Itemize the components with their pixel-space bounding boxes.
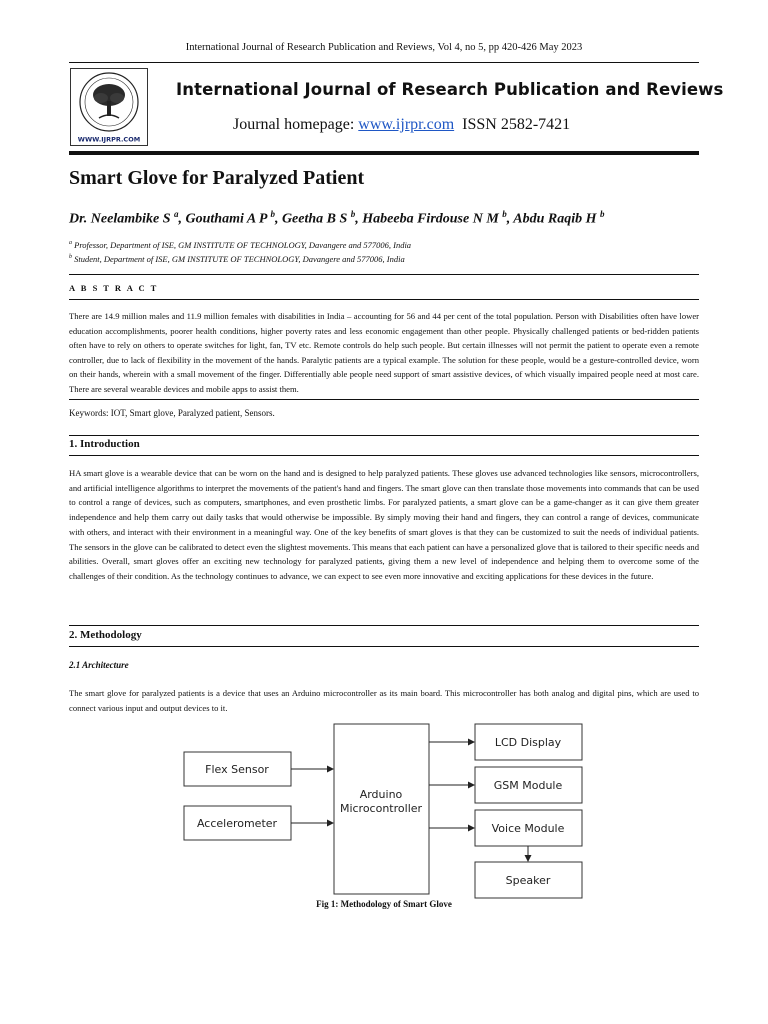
gsm-module-label: GSM Module: [493, 779, 563, 792]
journal-homepage-line: [233, 116, 570, 134]
homepage-link[interactable]: www.ijrpr.com: [358, 116, 455, 133]
architecture-diagram: [170, 718, 600, 900]
author: Geetha B S: [281, 211, 348, 227]
affiliation: $^b$ Student, Department of ISE, GM INSTITUTE OF TECHNOLOGY, Davangere and 577006, India: [69, 254, 405, 264]
author: Gouthami A P: [185, 211, 267, 227]
section-rule: [69, 625, 699, 626]
section-rule: [69, 435, 699, 436]
banner-thick-rule: [69, 151, 699, 155]
section-rule: [69, 646, 699, 647]
abstract-heading-rule: [69, 299, 699, 300]
subsection-heading-architecture: 2.1 Architecture: [69, 660, 129, 670]
accelerometer-label: Accelerometer: [196, 817, 278, 830]
figure-caption: Fig 1: Methodology of Smart Glove: [316, 899, 452, 909]
abstract-bottom-rule: [69, 399, 699, 400]
methodology-text: The smart glove for paralyzed patients is a device that uses an Arduino microcontroller as its main board. This microcontroller has both analog and digital pins, which are used to connect various input and output devices to it.: [69, 688, 699, 713]
issn: ISSN 2582-7421: [462, 116, 571, 133]
affiliation: $^a$ Professor, Department of ISE, GM INSTITUTE OF TECHNOLOGY, Davangere and 577006, India: [69, 240, 412, 250]
speaker-label: Speaker: [505, 874, 551, 887]
microcontroller-label-line2: Microcontroller: [339, 802, 423, 815]
keywords: Keywords: IOT, Smart glove, Paralyzed patient, Sensors.: [69, 408, 275, 418]
section-heading-methodology: 2. Methodology: [69, 629, 142, 641]
author: Dr. Neelambike S: [69, 211, 171, 227]
running-header: International Journal of Research Publication and Reviews, Vol 4, no 5, pp 420-426 May 2023: [185, 42, 583, 53]
microcontroller-label-line1: Arduino: [359, 788, 403, 801]
flex-sensor-label: Flex Sensor: [205, 763, 269, 776]
header-top-rule: [69, 62, 699, 63]
author: Abdu Raqib H: [513, 211, 597, 227]
section-heading-introduction: 1. Introduction: [69, 438, 140, 450]
abstract-heading: A B S T R A C T: [69, 283, 159, 293]
introduction-text: HA smart glove is a wearable device that can be worn on the hand and is designed to help paralyzed patients. These gloves use advanced technologies like sensors, microcontrollers, and artificial intelligence algorithms to interpret the movements of the patient's hand and fingers. The smart glove can then translate those movements into commands that can be used to control a range of devices, such as computers, smartphones, and even prosthetic limbs. For paralyzed patients, a smart glove can be a game-changer as it can give them greater independence and help them carry out daily tasks that would otherwise be impossible. By simply moving their hand and fingers, they can control a range of devices, communicate with others, and interact with their environment in a meaningful way. One of the key benefits of smart gloves is that they can be customized to suit the needs of individual patients. The sensors in the glove can be calibrated to detect even the slightest movements. This means that each patient can have a personalized glove that is tailored to their specific needs and abilities. Overall, smart gloves offer an exciting new technology for paralyzed patients, giving them a new level of independence and helping them to overcome some of the challenges of their condition. As the technology continues to advance, we can expect to see even more innovative and exciting applications for these devices in the future.: [69, 468, 699, 581]
abstract-text: There are 14.9 million males and 11.9 million females with disabilities in India – accounting for 56 and 44 per cent of the total population. Person with Disabilities often have lower education accomplishments, poorer health conditions, higher poverty rates and less economic engagement than other people. Physically challenged patients or bed-ridden patients often have to rely on others to operate switches for light, fan, TV etc. Remote controls do help such people. But certain illnesses will not permit the patient to operate even a remote controller, due to lack of flexibility in the movement of the hands. Paralytic patients are a typical example. The solution for these people, would be a gesture-controlled device, worn on their hands, wherein with a small movement of the finger. Differentially able people need support of smart assistive devices, of which visually impaired people need at most care. There are several wearable devices and mobile apps to assist them.: [69, 311, 699, 394]
lcd-display-label: LCD Display: [494, 736, 562, 749]
homepage-label: Journal homepage:: [233, 116, 355, 133]
author: Habeeba Firdouse N M: [362, 211, 499, 227]
journal-logo: [70, 68, 148, 146]
journal-title: International Journal of Research Publication and Reviews: [176, 80, 724, 99]
voice-module-label: Voice Module: [491, 822, 565, 835]
section-rule: [69, 455, 699, 456]
abstract-top-rule: [69, 274, 699, 275]
paper-title: Smart Glove for Paralyzed Patient: [69, 167, 365, 189]
author-list: Dr. Neelambike S $^a$, Gouthami A P $^b$, Geetha B S $^b$, Habeeba Firdouse N M $^b$, Abdu Raqib H $^b$: [69, 209, 605, 227]
logo-caption: WWW.IJRPR.COM: [77, 135, 141, 144]
